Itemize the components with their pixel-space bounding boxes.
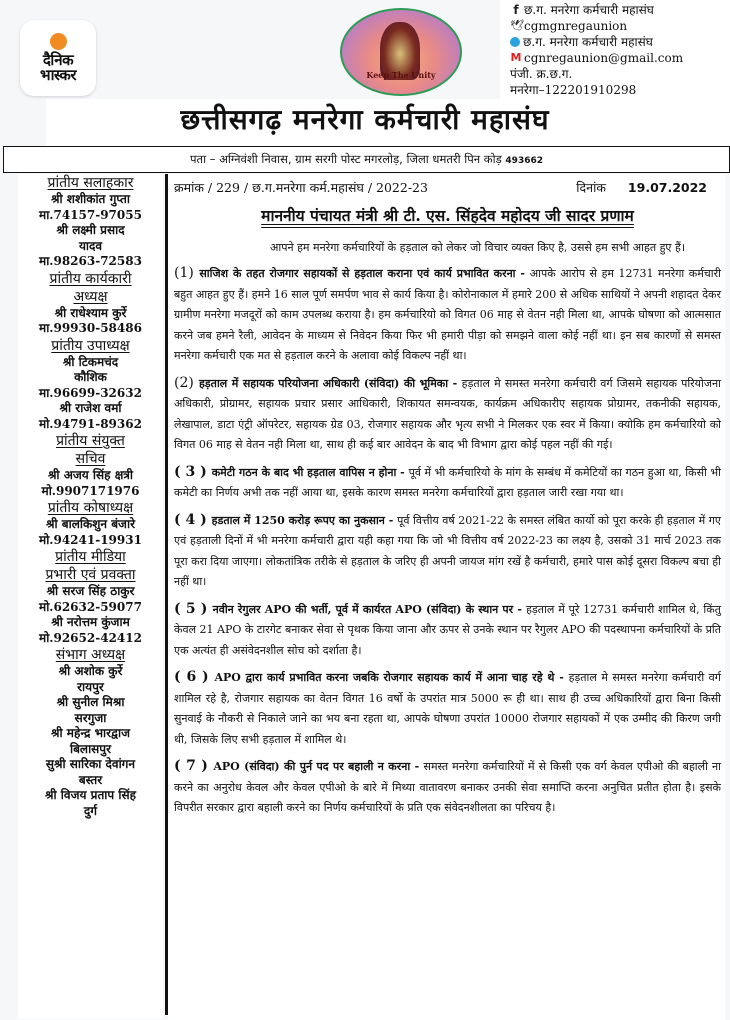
member-name: श्री अजय सिंह क्षत्री xyxy=(47,468,134,482)
dainik-bhaskar-logo xyxy=(20,20,96,96)
date-block xyxy=(576,178,707,198)
paragraph-number: ( 4 ) xyxy=(174,511,212,528)
address-text: पता – अग्निवंशी निवास, ग्राम सरगी पोस्ट मगरलोड़, जिला धमतरी पिन कोड़ xyxy=(189,152,502,166)
twitter-text: cgmgnregaunion xyxy=(524,19,628,33)
paragraph-heading: हड़ताल में सहायक परियोजना अधिकारी (संविदा) की भूमिका - xyxy=(198,376,462,390)
facebook-icon: f xyxy=(513,3,519,17)
member-name: श्री अशोक कुर्रे xyxy=(58,664,123,678)
role-title: अध्यक्ष xyxy=(73,288,108,305)
role-title: संभाग अध्यक्ष xyxy=(55,647,126,663)
member-phone: मा.74157-97055 xyxy=(39,207,142,222)
telegram-icon xyxy=(510,37,520,47)
office-bearers-sidebar xyxy=(18,174,163,1019)
numbered-paragraph xyxy=(174,373,721,456)
numbered-paragraphs xyxy=(174,263,721,819)
contact-email xyxy=(510,50,730,66)
twitter-icon: 🕊 xyxy=(510,19,524,32)
member-name: श्री लक्ष्मी प्रसाद xyxy=(56,223,125,237)
organization-title: छत्तीसगढ़ मनरेगा कर्मचारी महासंघ xyxy=(180,103,550,136)
paragraph-heading: नवीन रेगुलर APO की भर्ती, पूर्व में कार्यरत APO (संविदा) के स्थान पर - xyxy=(212,602,527,616)
member-phone: मो.92652-42412 xyxy=(39,630,142,645)
paragraph-number: ( 3 ) xyxy=(174,463,212,480)
member-phone: मो.94791-89362 xyxy=(39,416,142,431)
member-detail: दुर्ग xyxy=(83,803,98,818)
member-name: श्री नरोत्तम कुंजाम xyxy=(51,615,130,629)
role-title: प्रांतीय कार्यकारी xyxy=(49,270,132,287)
paragraph-body: हड़ताल मे समस्त मनरेगा कर्मचारी वर्ग जिसमे सहायक परियोजना अधिकारी, प्रोग्रामर, सहायक प्रचार प्रसार आधिकारी, शिकायत समन्वयक, कार्यक्रम अधिकारीए सहायक प्रोग्रामर, तकनीकी सहायक, लेखापाल, डाटा एंट्री ऑपरेटर, सहायक ग्रेड 03, रोजगार सहायक और भृत्य सभी ने मिलकर एक स्वर में किया। क्योकि हम कर्मचारियो को विगत 06 माह से वेतन नही मिला था, साथ ही कई बार आवेदन के बाद भी विभाग द्वारा कोई पहल नहीं की गई। xyxy=(174,376,722,451)
address-box xyxy=(3,146,730,173)
numbered-paragraph xyxy=(174,462,721,504)
registration-number: मनरेगा–122201910298 xyxy=(510,83,637,97)
paragraph-number: ( 5 ) xyxy=(174,600,213,617)
member-phone: मो.9907171976 xyxy=(41,483,140,498)
telegram-text: छ.ग. मनरेगा कर्मचारी महासंघ xyxy=(523,35,653,49)
gmail-icon: M xyxy=(510,51,522,64)
date-label: दिनांक xyxy=(576,180,606,195)
member-name: श्री राजेश वर्मा xyxy=(59,401,122,415)
numbered-paragraph xyxy=(174,263,721,367)
paragraph-number: (1) xyxy=(174,265,200,281)
date-value: 19.07.2022 xyxy=(627,180,707,195)
paragraph-body: हड़ताल मे समस्त मनरेगा कर्मचारी वर्ग शामिल रहे है, रोजगार सहायक का वेतन विगत 16 वर्षो के उपरांत मात्र 5000 रू ही था। साथ ही उच्च अधिकारियों द्वारा बिना किसी सुनवाई के नौकरी से निकाले जाने का भय बना रहता था, आपके घोषणा उपरांत 10000 रोजगार सहायकों में एक उम्मीद की किरण जगी थी, जिसके लिए सभी हड़ताल में शामिल थे। xyxy=(174,671,721,746)
member-name: श्री विजय प्रताप सिंह xyxy=(45,788,136,802)
member-name: श्री टिकमचंद xyxy=(62,354,119,369)
member-phone: मा.98263-72583 xyxy=(39,254,142,268)
paragraph-body: आपके आरोप से हम 12731 मनरेगा कर्मचारी बहुत आहत हुए हैं। हमने 16 साल पूर्ण समर्पण भाव से कार्य किया है। कोरोनाकाल में हमारे 200 से अधिक साथियों ने अपनी शहादत देकर ग्रामीण मनरेगा मजदूरों को काम उपलब्ध कराया है। हम कर्मचारियो को विगत 06 माह से वेतन नही मिला था, आपके घोषणा को आत्मसात करने जब हमने रैली, आवेदन के माध्यम से निवेदन किया फिर भी हमारी पीड़ा को समझने वाला कोई नहीं था। इन सब कारणों से समस्त मनरेगा कर्मचारी एक मत से हड़ताल करने के अलावा कोई विकल्प नहीं था। xyxy=(174,267,721,362)
member-name: श्री राधेश्याम कुर्रे xyxy=(54,305,127,320)
member-name: श्री सरज सिंह ठाकुर xyxy=(46,584,135,598)
paragraph-heading: हडताल में 1250 करोड़ रूपए का नुकसान - xyxy=(211,513,398,527)
paragraph-number: ( 6 ) xyxy=(174,669,215,685)
email-text: cgnregaunion@gmail.com xyxy=(524,51,684,65)
facebook-text: छ.ग. मनरेगा कर्मचारी महासंघ xyxy=(524,3,654,17)
pincode: 493662 xyxy=(505,156,543,166)
member-name: श्री बालकिशुन बंजारे xyxy=(46,517,135,531)
member-detail: बस्तर xyxy=(78,772,103,787)
reference-number: क्रमांक / 229 / छ.ग.मनरेगा कर्म.महासंघ / 2022-23 xyxy=(174,180,428,195)
paragraph-heading: APO द्वारा कार्य प्रभावित करना जबकि रोजगार सहायक कार्य में आना चाह रहे थे - xyxy=(214,671,569,684)
emblem-motto: Keep The Unity xyxy=(366,70,436,80)
sun-dot-icon xyxy=(50,33,67,50)
paragraph-heading: APO (संविदा) की पुर्न पद पर बहाली न करना - xyxy=(213,760,424,773)
member-name: सुश्री सारिका देवांगन xyxy=(45,757,136,771)
intro-paragraph: आपने हम मनरेगा कर्मचारियों के हड़ताल को लेकर जो विचार व्यक्त किए है, उससे हम सभी आहत हुए हैं। xyxy=(270,241,686,254)
role-title: प्रांतीय कोषाध्यक्ष xyxy=(47,500,134,516)
numbered-paragraph xyxy=(174,510,721,593)
registration-label: पंजी. क्र.छ.ग. xyxy=(510,67,573,81)
logo-line-2: भास्कर xyxy=(40,66,76,84)
reference-line xyxy=(174,178,721,198)
contact-facebook xyxy=(510,2,730,18)
paragraph-number: (2) xyxy=(174,374,199,391)
member-phone: मा.96699-32632 xyxy=(39,385,142,400)
member-phone: मो.62632-59077 xyxy=(39,599,142,614)
role-title: प्रांतीय उपाध्यक्ष xyxy=(51,337,130,354)
numbered-paragraph xyxy=(174,599,721,662)
role-title: प्रांतीय मीडिया xyxy=(55,549,126,565)
role-title: प्रांतीय सलाहकार xyxy=(47,175,134,191)
numbered-paragraph xyxy=(174,756,721,819)
member-name: श्री महेन्द्र भारद्वाज xyxy=(51,726,130,740)
contact-twitter xyxy=(510,18,730,34)
paragraph-body: हड़ताल में पूरे 12731 कर्मचारी शामिल थे, किंतु केवल 21 APO के टारगेट बनाकर सेवा से पृथक किया जाना और ऊपर से उनके स्थान पर रैगुलर APO की पदस्थापना कर्मचारियों के प्रति एक अत्यंत ही असंवेदनशील सोच को दर्शाता है। xyxy=(174,602,721,657)
numbered-paragraph xyxy=(174,667,721,750)
paragraph-number: ( 7 ) xyxy=(174,758,214,774)
paragraph-body: पूर्व वित्तीय वर्ष 2021-22 के समस्त लंबित कार्यो को पूरा करके ही हड़ताल में गए एवं हड़ताली दिनों में भी मनरेगा कर्मचारी द्वारा यही कहा गया कि जो भी वित्तीय वर्ष 2022-23 का लक्ष्य है, उसको 31 मार्च 2023 तक पूरा करा दिया जाएगा। लोकतांत्रिक तरीके से हड़ताल के जरिए ही अपनी जायज मांग रखें है कर्मचारी, हमारे पास कोई दूसरा विकल्प बचा ही नहीं था। xyxy=(174,513,721,588)
member-phone: मो.94241-19931 xyxy=(39,532,142,547)
member-detail: बिलासपुर xyxy=(69,741,112,756)
paragraph-body: समस्त मनरेगा कर्मचारियों में से किसी एक वर्ग केवल एपीओ की बहाली ना करने का अनुरोध केवल और केवल एपीओ के बारे में मिथ्या वातावरण बनाकर उनकी सेवा समाप्ति करना अनुचित प्रतीत होता है। इसके विपरीत सरकार द्वारा बहाली करने का निर्णय कर्मचारियों के प्रति एक संवेदनशीलता का परिचय है। xyxy=(174,760,721,814)
member-detail: कौशिक xyxy=(74,370,107,384)
salutation: माननीय पंचायत मंत्री श्री टी. एस. सिंहदेव महोदय जी सादर प्रणाम xyxy=(261,206,634,225)
role-title: सचिव xyxy=(75,451,106,467)
contact-telegram xyxy=(510,34,730,50)
role-title: प्रभारी एवं प्रवक्ता xyxy=(45,567,136,583)
paragraph-heading: साजिश के तहत रोजगार सहायकों से हड़ताल कराना एवं कार्य प्रभावित करना - xyxy=(199,267,530,280)
letter-body xyxy=(168,174,725,1020)
union-emblem xyxy=(340,8,462,96)
contact-block xyxy=(500,0,730,103)
member-name: श्री शशीकांत गुप्ता xyxy=(51,192,130,206)
paragraph-body: पूर्व में भी कर्मचारियो के मांग के सम्बंध में कमेटियों का गठन हुआ था, किसी भी कमेटी का निर्णय अभी तक नहीं आया था, इसके कारण समस्त मनरेगा कर्मचारियों द्वारा हड़ताल जारी रखा गया था। xyxy=(174,465,721,499)
member-detail: सरगुजा xyxy=(74,710,107,725)
member-detail: रायपुर xyxy=(77,679,104,694)
member-phone: मा.99930-58486 xyxy=(39,321,142,335)
paragraph-heading: कमेटी गठन के बाद भी हड़ताल वापिस न होना - xyxy=(211,465,409,479)
role-title: प्रांतीय संयुक्त xyxy=(56,433,125,449)
logo-line-1: दैनिक xyxy=(42,51,74,69)
member-detail: यादव xyxy=(78,238,103,253)
member-name: श्री सुनील मिश्रा xyxy=(56,695,125,709)
